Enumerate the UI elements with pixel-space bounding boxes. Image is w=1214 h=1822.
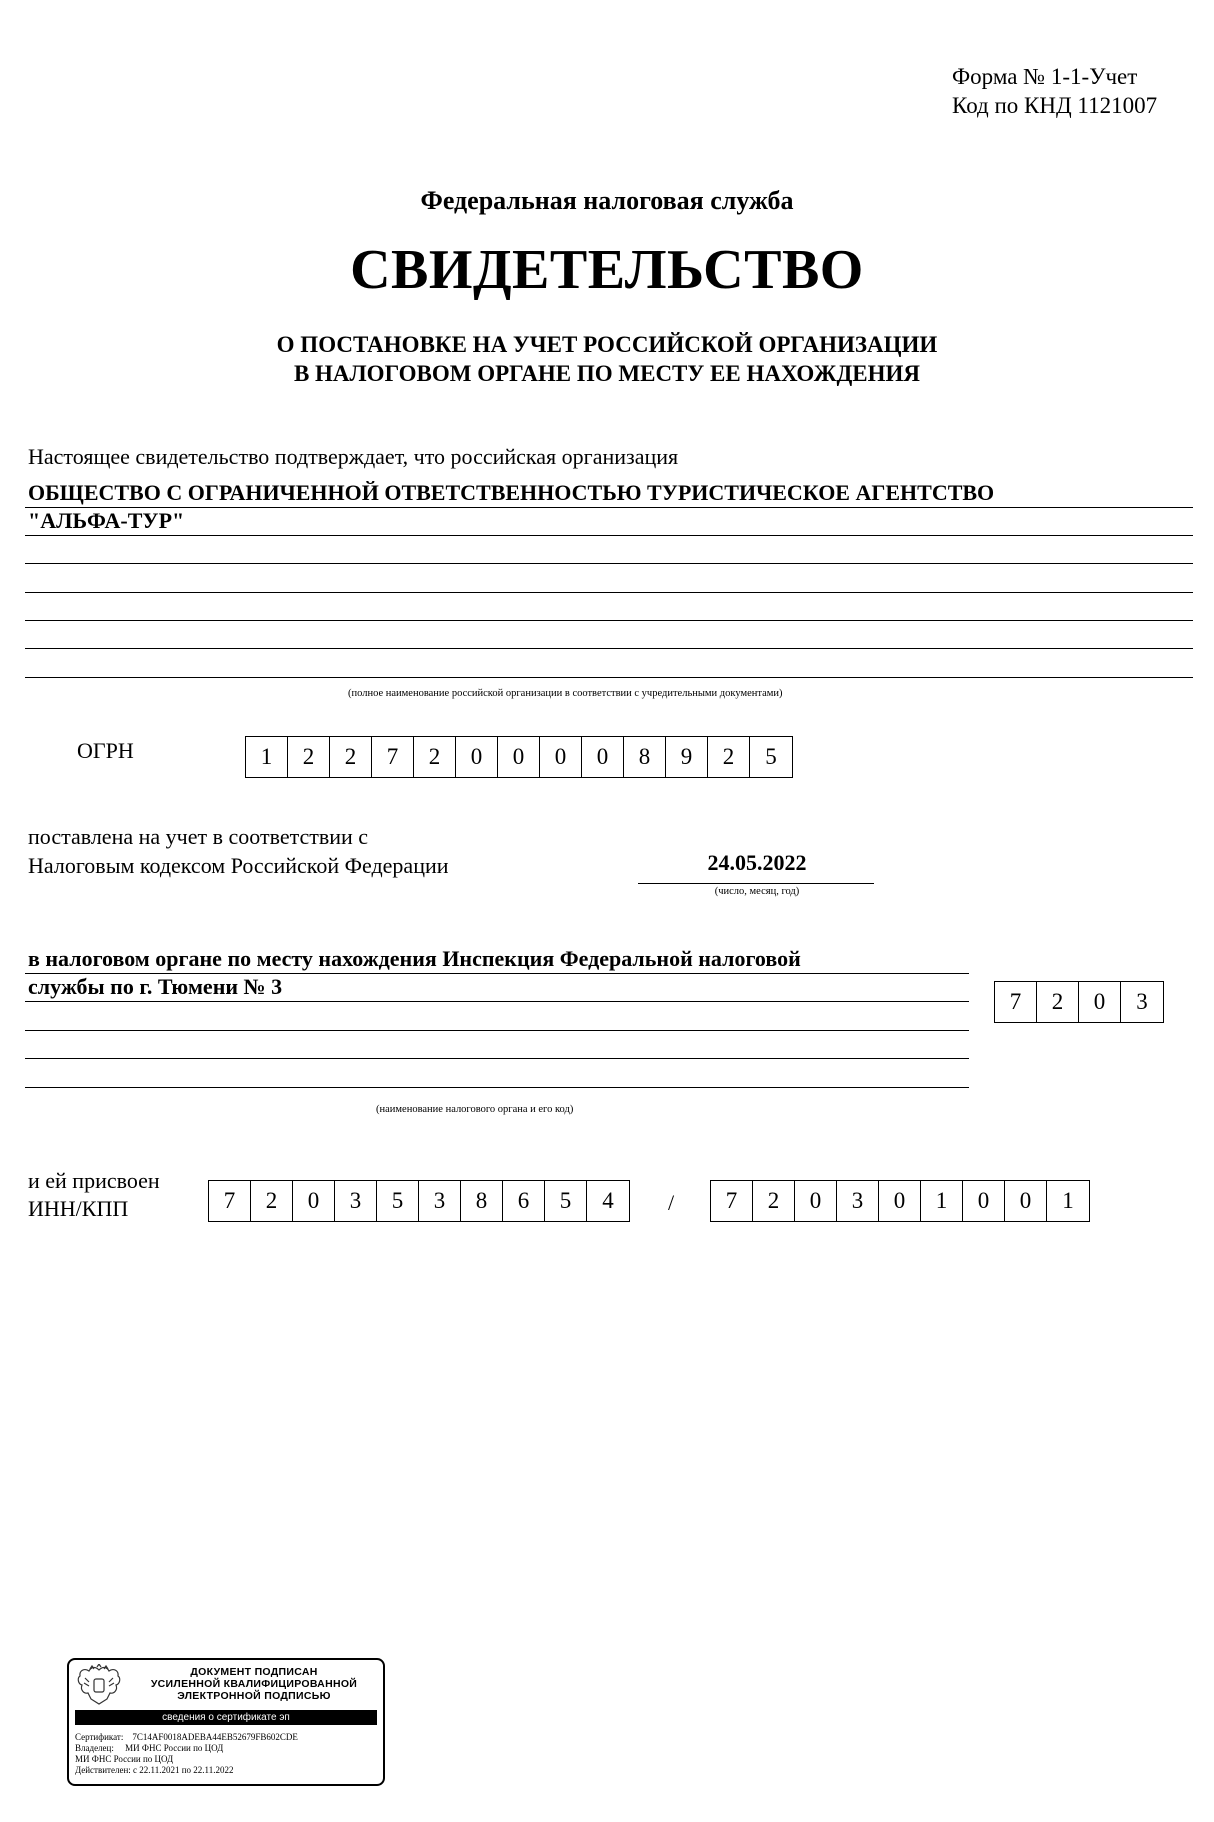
kpp-digit-box: 0 (1005, 1181, 1047, 1221)
rule-org-1 (25, 507, 1193, 508)
tax-authority-caption: (наименование налогового органа и его код) (376, 1104, 574, 1115)
valid-label: Действителен: (75, 1765, 131, 1775)
stamp-cert-info (75, 1732, 298, 1776)
inn-digit-box: 0 (293, 1181, 335, 1221)
organization-caption: (полное наименование российской организации в соответствии с учредительными документами) (348, 688, 783, 699)
ogrn-label: ОГРН (77, 738, 134, 763)
kpp-digit-box: 1 (921, 1181, 963, 1221)
inn-digit-box: 7 (209, 1181, 251, 1221)
inn-kpp-label-2: ИНН/КПП (28, 1196, 129, 1221)
rule-tax-4 (25, 1058, 969, 1059)
intro-text: Настоящее свидетельство подтверждает, что российская организация (28, 444, 679, 469)
kpp-digit-box: 2 (753, 1181, 795, 1221)
ogrn-digit-box: 0 (456, 737, 498, 777)
cert-label: Сертификат: (75, 1732, 124, 1742)
ogrn-digit-box: 0 (540, 737, 582, 777)
rule-tax-5 (25, 1087, 969, 1088)
stamp-line-2: УСИЛЕННОЙ КВАЛИФИЦИРОВАННОЙ (150, 1678, 358, 1690)
rule-org-5 (25, 620, 1193, 621)
kpp-digit-box: 3 (837, 1181, 879, 1221)
ogrn-digit-box: 2 (288, 737, 330, 777)
form-number: Форма № 1-1-Учет (952, 64, 1138, 89)
tax-code-digit-box: 0 (1079, 982, 1121, 1022)
ogrn-digit-box: 0 (498, 737, 540, 777)
tax-authority-line-1: в налоговом органе по месту нахождения Инспекция Федеральной налоговой (28, 946, 801, 971)
ogrn-digit-box: 5 (765, 744, 777, 769)
kpp-boxes (710, 1180, 1090, 1222)
organization-name-line-2: "АЛЬФА-ТУР" (28, 508, 185, 533)
stamp-line-1: ДОКУМЕНТ ПОДПИСАН (190, 1666, 318, 1678)
rule-org-2 (25, 535, 1193, 536)
inn-digit-box: 2 (251, 1181, 293, 1221)
tax-authority-line-2: службы по г. Тюмени № 3 (28, 974, 283, 999)
ogrn-digit-box: 0 (582, 737, 624, 777)
inn-digit-box: 3 (419, 1181, 461, 1221)
kpp-digit-box: 7 (711, 1181, 753, 1221)
inn-digit-box: 8 (461, 1181, 503, 1221)
rule-org-4 (25, 592, 1193, 593)
rule-tax-3 (25, 1030, 969, 1031)
rule-tax-2 (25, 1001, 969, 1002)
kpp-digit-box: 0 (963, 1181, 1005, 1221)
ogrn-digit-box: 2 (414, 737, 456, 777)
subtitle-line-2: В НАЛОГОВОМ ОРГАНЕ ПО МЕСТУ ЕЕ НАХОЖДЕНИЯ (293, 361, 921, 386)
rule-date (638, 883, 874, 884)
rule-org-6 (25, 648, 1193, 649)
form-header (952, 62, 1157, 120)
rule-org-7 (25, 677, 1193, 678)
ogrn-digit-box: 1 (246, 737, 288, 777)
inn-digit-box: 6 (503, 1181, 545, 1221)
kpp-digit-box: 0 (795, 1181, 837, 1221)
subtitle (0, 330, 1214, 388)
inn-kpp-label-1: и ей присвоен (28, 1168, 160, 1193)
owner-line-2: МИ ФНС России по ЦОД (75, 1754, 174, 1764)
stamp-line-3: ЭЛЕКТРОННОЙ ПОДПИСЬЮ (177, 1690, 331, 1702)
cert-value: 7C14AF0018ADEBA44EB52679FB602CDE (132, 1732, 298, 1742)
stamp-cert-bar: сведения о сертификате эп (75, 1710, 377, 1725)
registration-line-2: Налоговым кодексом Российской Федерации (28, 853, 449, 878)
kpp-digit-box: 0 (879, 1181, 921, 1221)
rule-org-3 (25, 563, 1193, 564)
inn-digit-box: 4 (602, 1188, 614, 1213)
knd-code: Код по КНД 1121007 (952, 93, 1158, 118)
registration-date: 24.05.2022 (707, 850, 807, 875)
owner-label: Владелец: (75, 1743, 114, 1753)
date-caption: (число, месяц, год) (714, 886, 800, 897)
owner-value: МИ ФНС России по ЦОД (125, 1743, 224, 1753)
ogrn-digit-box: 8 (624, 737, 666, 777)
subtitle-line-1: О ПОСТАНОВКЕ НА УЧЕТ РОССИЙСКОЙ ОРГАНИЗАЦИИ (276, 332, 938, 357)
agency-name: Федеральная налоговая служба (420, 186, 794, 215)
rule-tax-1 (25, 973, 969, 974)
inn-kpp-separator: / (668, 1190, 675, 1215)
inn-digit-box: 3 (335, 1181, 377, 1221)
ogrn-digit-box: 9 (666, 737, 708, 777)
tax-authority-code-boxes (994, 981, 1164, 1023)
organization-name-line-1: ОБЩЕСТВО С ОГРАНИЧЕННОЙ ОТВЕТСТВЕННОСТЬЮ ТУРИСТИЧЕСКОЕ АГЕНТСТВО (28, 480, 995, 505)
tax-code-digit-box: 7 (995, 982, 1037, 1022)
ogrn-digit-box: 2 (330, 737, 372, 777)
signature-stamp (67, 1658, 385, 1786)
inn-boxes (208, 1180, 630, 1222)
inn-digit-box: 5 (545, 1181, 587, 1221)
ogrn-digit-box: 2 (708, 737, 750, 777)
stamp-heading (129, 1666, 379, 1702)
ogrn-digit-box: 7 (372, 737, 414, 777)
inn-digit-box: 5 (377, 1181, 419, 1221)
coat-of-arms-icon (75, 1664, 123, 1708)
tax-code-digit-box: 2 (1037, 982, 1079, 1022)
ogrn-boxes (245, 736, 793, 778)
registration-line-1: поставлена на учет в соответствии с (28, 824, 369, 849)
valid-value: с 22.11.2021 по 22.11.2022 (133, 1765, 234, 1775)
tax-code-digit-box: 3 (1136, 989, 1148, 1014)
page-title: СВИДЕТЕЛЬСТВО (350, 239, 864, 301)
kpp-digit-box: 1 (1062, 1188, 1074, 1213)
